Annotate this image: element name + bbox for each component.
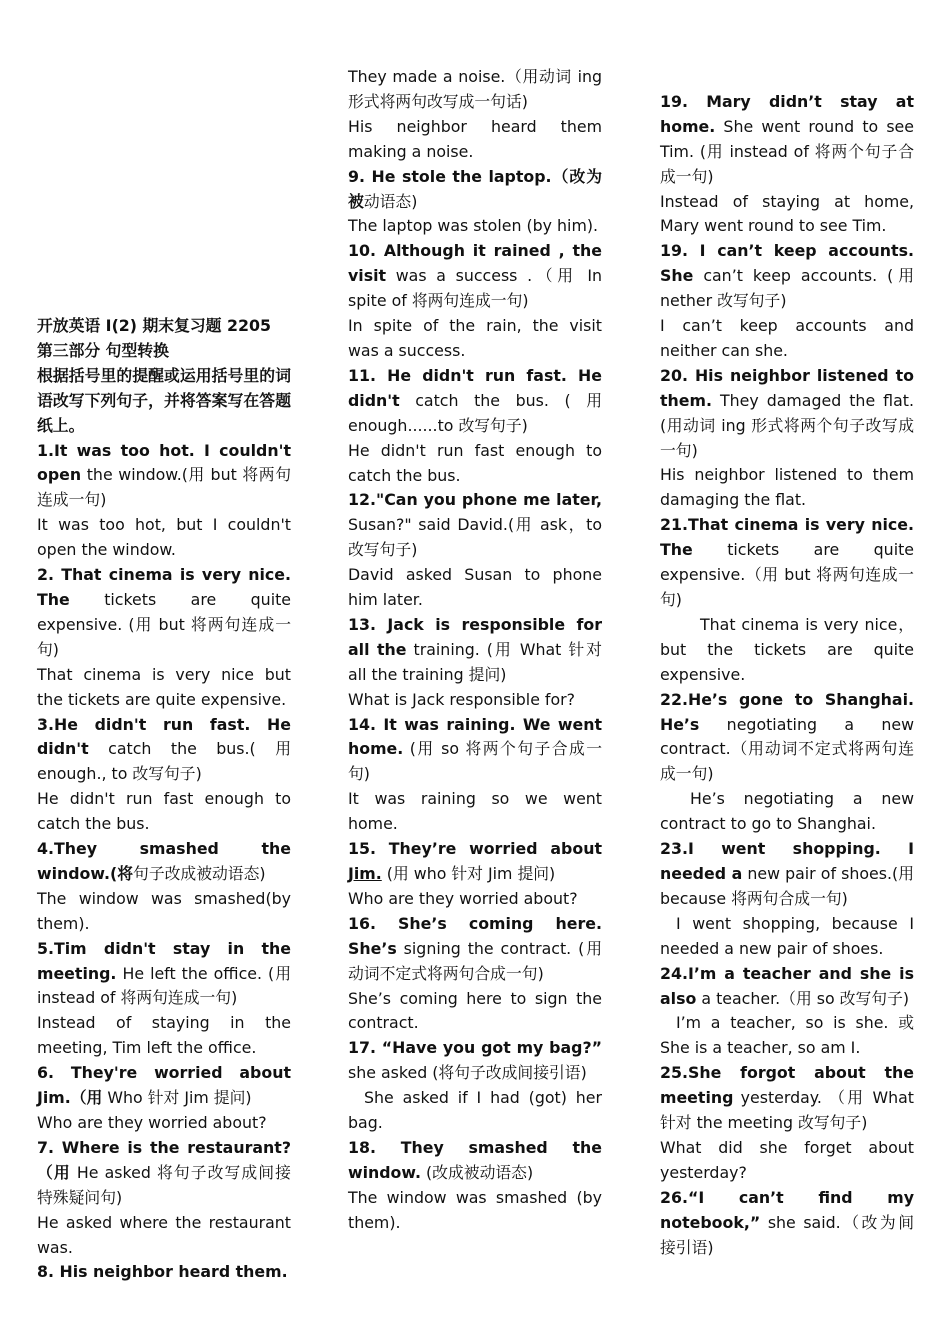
column-3: [660, 65, 914, 1260]
question-15: 15. They’re worried about Jim. (用 who 针对 Jim 提问): [348, 839, 602, 883]
answer-22: He’s negotiating a new contract to go to Shanghai.: [660, 789, 914, 834]
answer-18: The window was smashed (by them).: [348, 1187, 602, 1232]
answer-19a: Instead of staying at home, Mary went round to see Tim.: [660, 191, 914, 236]
question-8-continued: They made a noise.（用动词 ing 形式将两句改写成一句话): [348, 67, 602, 111]
answer-21: That cinema is very nice，but the tickets are quite expensive.: [660, 614, 914, 684]
question-16: 16. She’s coming here. She’s signing the contract. (用动词不定式将两句合成一句): [348, 913, 602, 983]
question-22: 22.He’s gone to Shanghai. He’s negotiating a new contract.（用动词不定式将两句连成一句): [660, 689, 914, 784]
answer-25: What did she forget about yesterday?: [660, 1137, 914, 1182]
answer-18-continued-spacer: [660, 65, 914, 90]
answer-23: I went shopping, because I needed a new pair of shoes.: [660, 913, 914, 958]
question-19b: 19. I can’t keep accounts. She can’t keep accounts. (用 nether 改写句子): [660, 241, 914, 311]
answer-12: David asked Susan to phone him later.: [348, 565, 602, 610]
question-10: 10. Although it rained , the visit was a success .（用 In spite of 将两句连成一句): [348, 241, 602, 311]
question-8-start: 8. His neighbor heard them.: [37, 1262, 288, 1282]
answer-20: His neighbor listened to them damaging the flat.: [660, 465, 914, 510]
answer-13: What is Jack responsible for?: [348, 689, 576, 709]
answer-6: Who are they worried about?: [37, 1113, 267, 1132]
question-4: 4.They smashed the window.(将句子改成被动语态): [37, 839, 291, 883]
answer-5: Instead of staying in the meeting, Tim left the office.: [37, 1013, 291, 1058]
answer-16: She’s coming here to sign the contract.: [348, 988, 602, 1033]
question-2: 2. That cinema is very nice. The tickets are quite expensive. (用 but 将两句连成一句): [37, 565, 291, 659]
column-1: [37, 314, 291, 1285]
question-17: 17. “Have you got my bag?” she asked (将句子改成间接引语): [348, 1038, 602, 1083]
question-3: 3.He didn't run fast. He didn't catch the bus.( 用 enough., to 改写句子): [37, 714, 291, 784]
answer-11: He didn't run fast enough to catch the bus.: [348, 440, 602, 485]
answer-2: That cinema is very nice but the tickets are quite expensive.: [37, 664, 291, 709]
doc-title: 开放英语 I(2) 期末复习题 2205: [37, 316, 271, 335]
answer-14: It was raining so we went home.: [348, 789, 602, 834]
answer-8: His neighbor heard them making a noise.: [348, 116, 602, 161]
answer-19b: I can’t keep accounts and neither can she.: [660, 316, 914, 360]
question-18: 18. They smashed the window. (改成被动语态): [348, 1137, 602, 1182]
section-title: 第三部分 句型转换: [37, 340, 169, 360]
question-25: 25.She forgot about the meeting yesterday. （用 What 针对 the meeting 改写句子): [660, 1063, 914, 1133]
question-13: 13. Jack is responsible for all the training. (用 What 针对 all the training 提问): [348, 614, 602, 684]
column-2: [348, 65, 602, 1236]
question-7: 7. Where is the restaurant?（用 He asked 将句子改写成间接特殊疑问句): [37, 1137, 291, 1207]
question-1: 1.It was too hot. I couldn't open the window.(用 but 将两句连成一句): [37, 440, 291, 510]
answer-9: The laptop was stolen (by him).: [348, 216, 599, 236]
answer-24: I’m a teacher, so is she. 或 She is a teacher, so am I.: [660, 1013, 914, 1058]
question-20: 20. His neighbor listened to them. They damaged the flat. (用动词 ing 形式将两个句子改写成一句): [660, 365, 914, 460]
question-21: 21.That cinema is very nice. The tickets are quite expensive.（用 but 将两句连成一句): [660, 515, 914, 610]
question-5: 5.Tim didn't stay in the meeting. He left the office. (用 instead of 将两句连成一句): [37, 938, 291, 1008]
question-14: 14. It was raining. We went home. (用 so 将两个句子合成一句): [348, 714, 602, 784]
instructions: 根据括号里的提醒或运用括号里的词语改写下列句子，并将答案写在答题纸上。: [37, 365, 291, 435]
answer-4: The window was smashed(by them).: [37, 888, 291, 933]
answer-7: He asked where the restaurant was.: [37, 1212, 291, 1257]
question-9: 9. He stole the laptop.（改为被动语态): [348, 166, 602, 211]
question-12: 12."Can you phone me later, Susan?" said David.(用 ask，to 改写句子): [348, 490, 602, 560]
answer-10: In spite of the rain, the visit was a success.: [348, 316, 602, 360]
question-6: 6. They're worried about Jim.（用 Who 针对 Jim 提问): [37, 1063, 291, 1108]
answer-15: Who are they worried about?: [348, 888, 578, 908]
question-11: 11. He didn't run fast. He didn't catch the bus. ( 用 enough......to 改写句子): [348, 365, 602, 435]
question-24: 24.I’m a teacher and she is also a teacher.（用 so 改写句子): [660, 963, 914, 1008]
answer-17: She asked if I had (got) her bag.: [348, 1088, 602, 1133]
question-19a: 19. Mary didn’t stay at home. She went round to see Tim. (用 instead of 将两个句子合成一句): [660, 91, 914, 186]
answer-3: He didn't run fast enough to catch the bus.: [37, 789, 291, 834]
answer-1: It was too hot, but I couldn't open the window.: [37, 515, 291, 560]
question-23: 23.I went shopping. I needed a new pair of shoes.(用 because 将两句合成一句): [660, 839, 915, 908]
question-26: 26.“I can’t find my notebook,” she said.（改为间接引语): [660, 1187, 914, 1257]
